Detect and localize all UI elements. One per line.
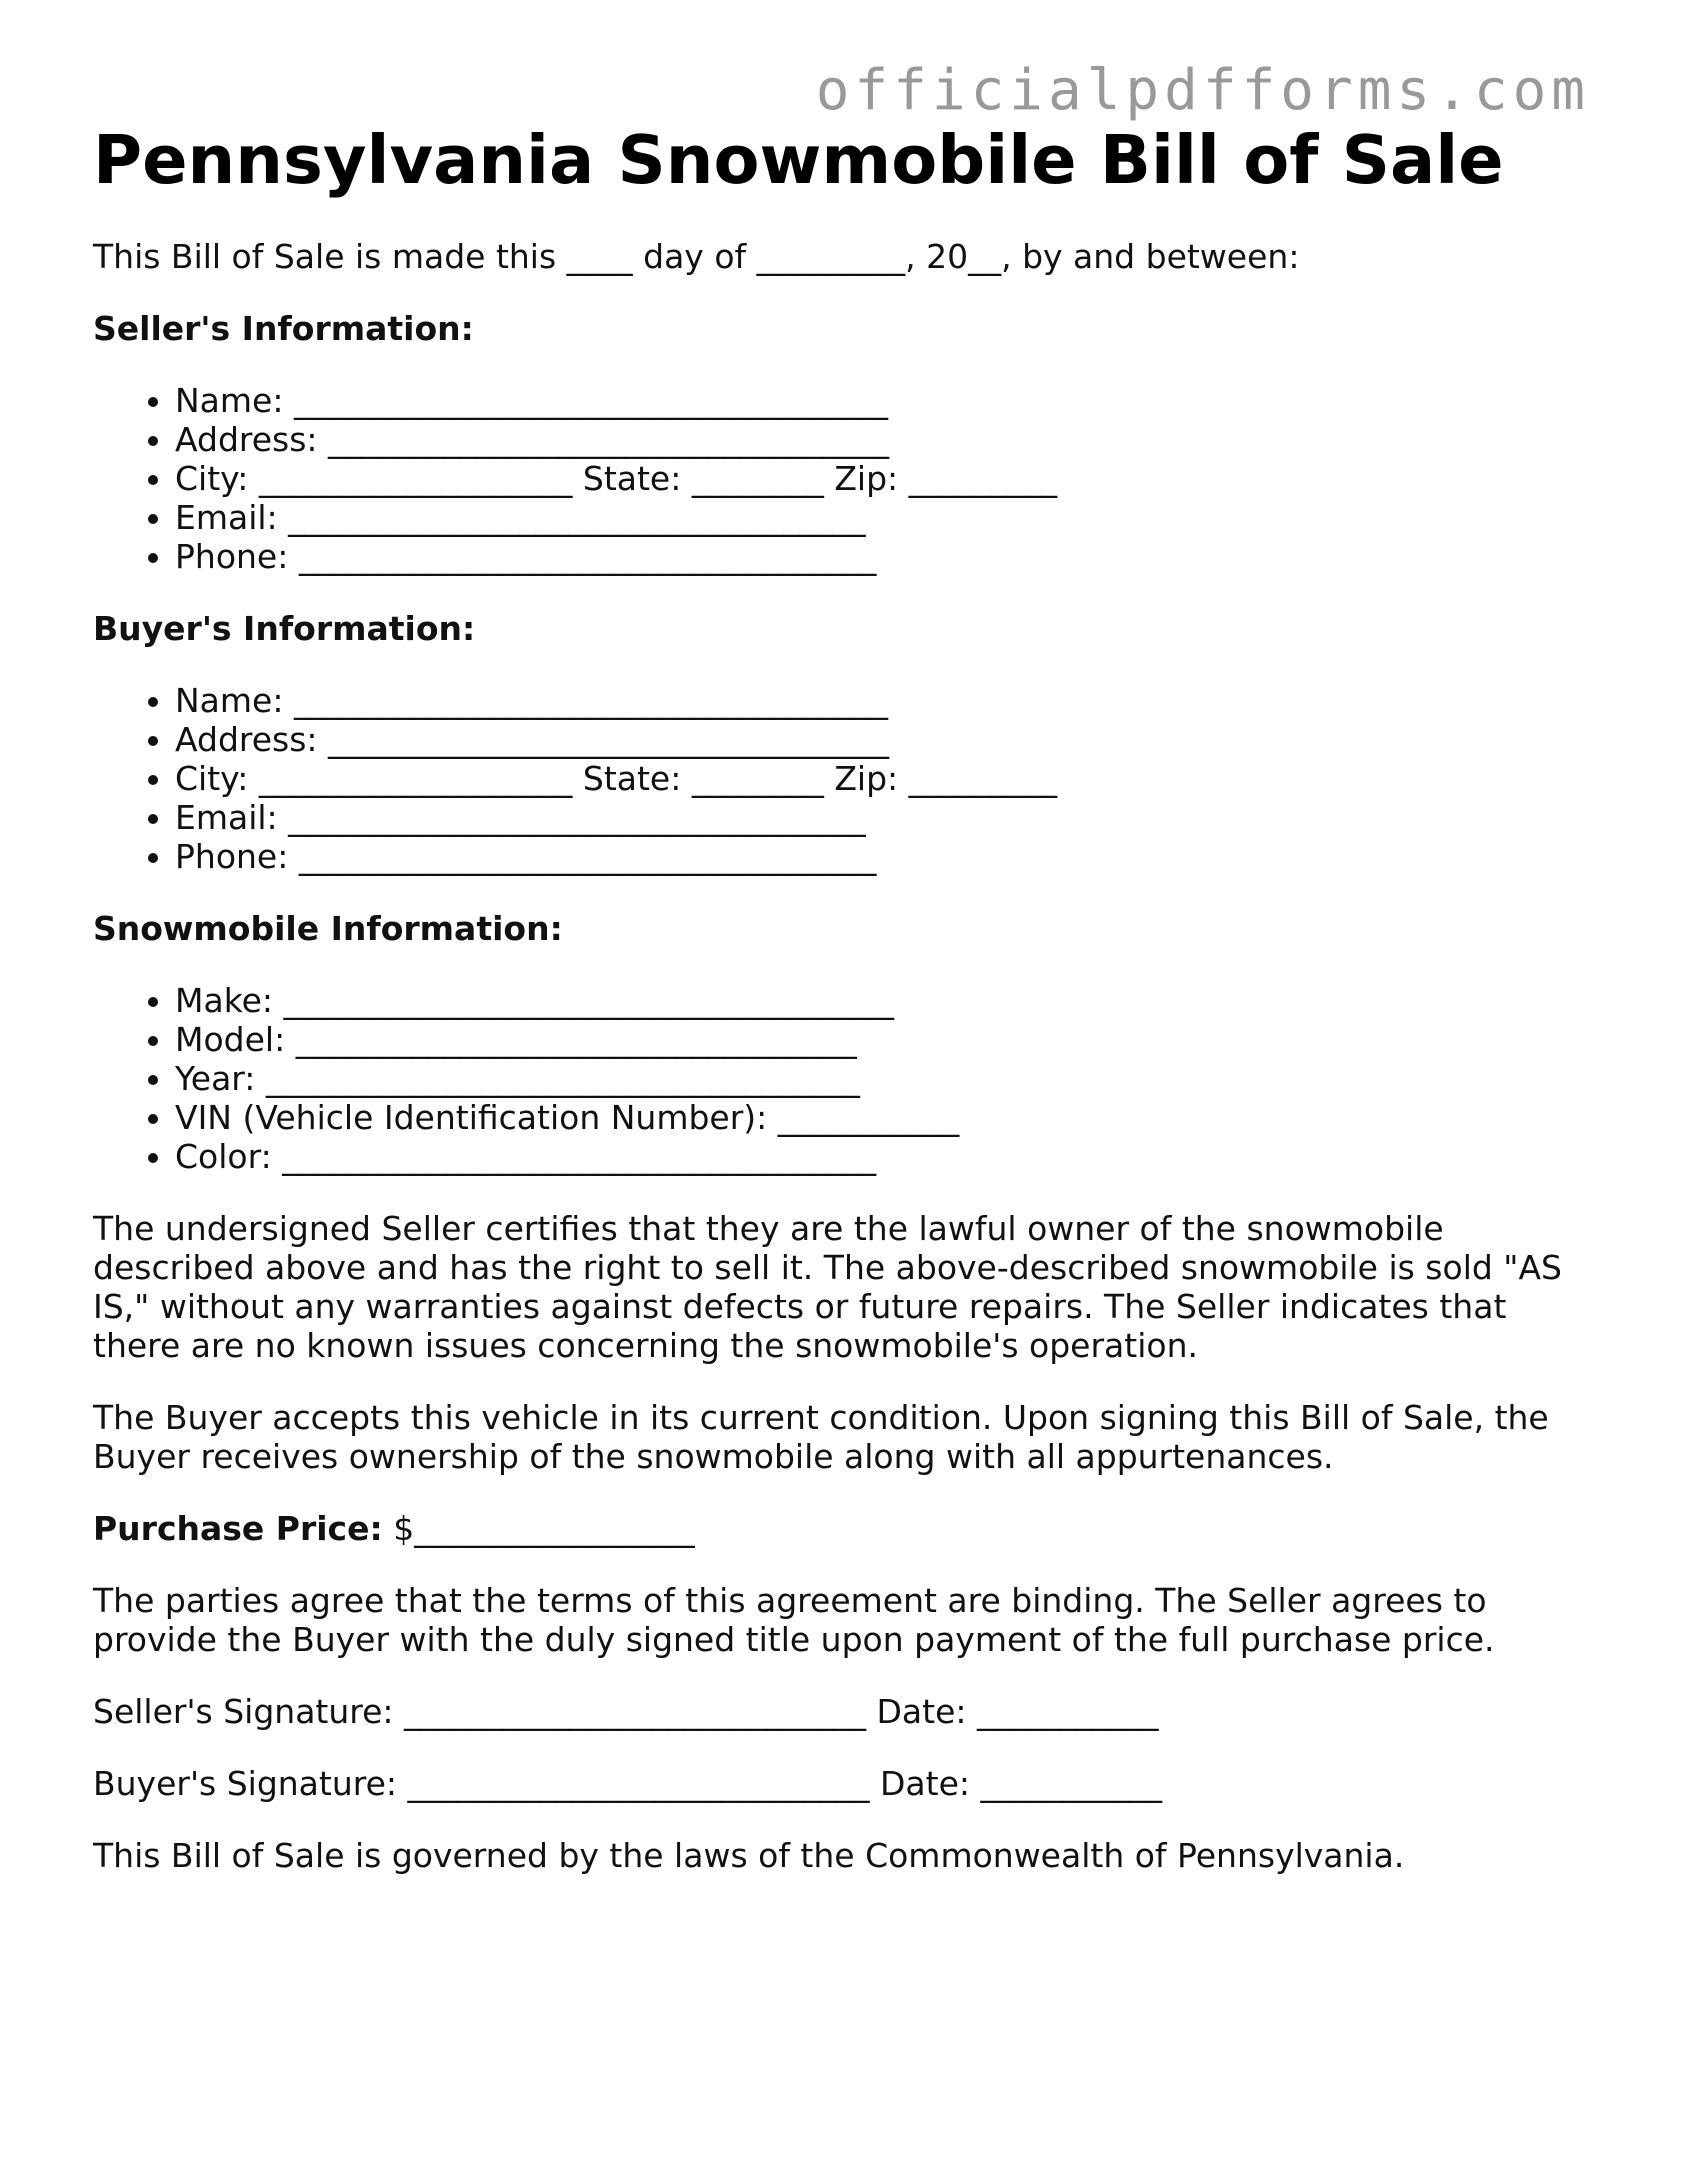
seller-signature-line[interactable]: Seller's Signature: ____________________________ Date: ___________ bbox=[93, 1692, 1159, 1731]
seller-section-heading: Seller's Information: bbox=[93, 309, 474, 348]
snowmobile-model-field[interactable]: • Model: __________________________________ bbox=[175, 1020, 1593, 1059]
snowmobile-year-field[interactable]: • Year: ____________________________________ bbox=[175, 1059, 1593, 1098]
seller-phone-field[interactable]: • Phone: ___________________________________ bbox=[175, 537, 1593, 576]
acceptance-paragraph: The Buyer accepts this vehicle in its current condition. Upon signing this Bill of Sale, the Buyer receives ownership of the snowmobile along with all appurtenances. bbox=[93, 1398, 1549, 1476]
purchase-price-field[interactable]: $_________________ bbox=[393, 1509, 695, 1548]
buyer-address-field[interactable]: • Address: __________________________________ bbox=[175, 720, 1593, 759]
buyer-info-list bbox=[93, 681, 1593, 876]
watermark-text: officialpdfforms.com bbox=[815, 58, 1590, 123]
snowmobile-make-field[interactable]: • Make: _____________________________________ bbox=[175, 981, 1593, 1020]
snowmobile-vin-field[interactable]: • VIN (Vehicle Identification Number): ___________ bbox=[175, 1098, 1593, 1137]
seller-address-field[interactable]: • Address: __________________________________ bbox=[175, 420, 1593, 459]
buyer-section-heading: Buyer's Information: bbox=[93, 609, 476, 648]
document-body bbox=[93, 237, 1593, 1908]
snowmobile-section-heading: Snowmobile Information: bbox=[93, 909, 563, 948]
snowmobile-color-field[interactable]: • Color: ____________________________________ bbox=[175, 1137, 1593, 1176]
governing-law-line: This Bill of Sale is governed by the laws of the Commonwealth of Pennsylvania. bbox=[93, 1836, 1405, 1875]
buyer-city-state-zip-field[interactable]: • City: ___________________ State: ________ Zip: _________ bbox=[175, 759, 1593, 798]
binding-paragraph: The parties agree that the terms of this agreement are binding. The Seller agrees to provide the Buyer with the duly signed title upon payment of the full purchase price. bbox=[93, 1581, 1495, 1659]
buyer-phone-field[interactable]: • Phone: ___________________________________ bbox=[175, 837, 1593, 876]
seller-city-state-zip-field[interactable]: • City: ___________________ State: ________ Zip: _________ bbox=[175, 459, 1593, 498]
buyer-signature-line[interactable]: Buyer's Signature: ____________________________ Date: ___________ bbox=[93, 1764, 1162, 1803]
seller-email-field[interactable]: • Email: ___________________________________ bbox=[175, 498, 1593, 537]
document-title: Pennsylvania Snowmobile Bill of Sale bbox=[93, 121, 1504, 199]
seller-info-list bbox=[93, 381, 1593, 576]
certification-paragraph: The undersigned Seller certifies that they are the lawful owner of the snowmobile described above and has the right to sell it. The above-described snowmobile is sold "AS IS," without any warranties against defects or future repairs. The Seller indicates that there are no known issues concerning the snowmobile's operation. bbox=[93, 1209, 1562, 1365]
snowmobile-info-list bbox=[93, 981, 1593, 1176]
seller-name-field[interactable]: • Name: ____________________________________ bbox=[175, 381, 1593, 420]
intro-line: This Bill of Sale is made this ____ day of _________, 20__, by and between: bbox=[93, 237, 1300, 276]
buyer-email-field[interactable]: • Email: ___________________________________ bbox=[175, 798, 1593, 837]
buyer-name-field[interactable]: • Name: ____________________________________ bbox=[175, 681, 1593, 720]
purchase-price-label: Purchase Price: bbox=[93, 1509, 383, 1548]
purchase-price-line bbox=[93, 1509, 1593, 1548]
